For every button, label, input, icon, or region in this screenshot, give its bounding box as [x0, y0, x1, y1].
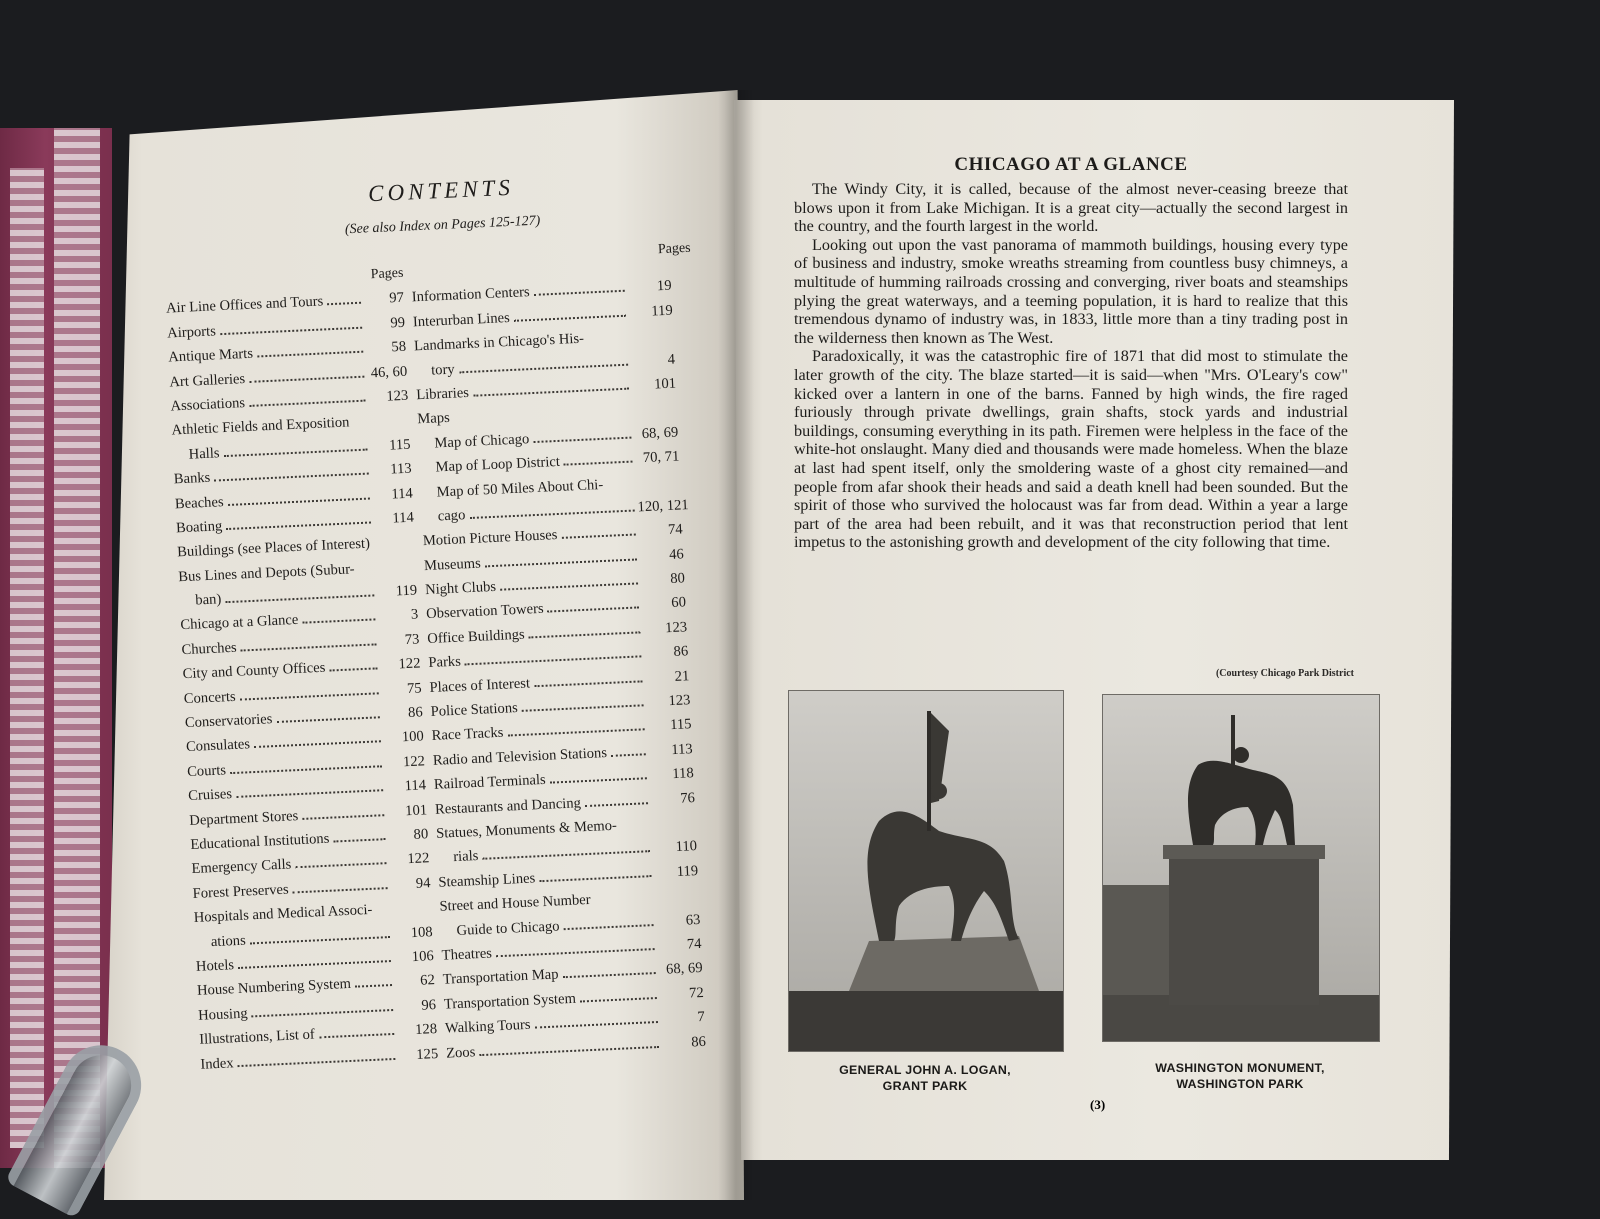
cover-building-image	[10, 168, 44, 1148]
dot-leader	[354, 426, 367, 427]
table-of-contents	[160, 155, 762, 1119]
washington-photo-caption: WASHINGTON MONUMENT, WASHINGTON PARK	[1155, 1061, 1325, 1091]
contents-entry-page: 46	[668, 546, 685, 563]
contents-entry-page: 62	[419, 972, 436, 990]
contents-entry-label: Motion Picture Houses	[422, 527, 558, 550]
dot-leader	[302, 814, 384, 820]
contents-entry-page: 128	[414, 1021, 438, 1039]
contents-entry-label: Transportation Map	[442, 966, 559, 989]
contents-entry-label: Statues, Monuments & Memo-	[435, 817, 618, 842]
contents-entry-label: Airports	[166, 323, 217, 342]
contents-entry-label: Transportation System	[443, 990, 577, 1013]
contents-entry-page: 119	[395, 582, 418, 600]
contents-entry-page: 46, 60	[370, 363, 408, 381]
contents-entry-page: 21	[674, 667, 690, 685]
contents-entry-label: Buildings (see Places of Interest)	[176, 535, 371, 561]
contents-entry-page: 86	[407, 704, 424, 722]
contents-entry-page: 108	[410, 923, 433, 941]
contents-entry-label: Office Buildings	[426, 626, 526, 647]
contents-entry-page: 100	[401, 728, 425, 746]
dot-leader	[295, 863, 386, 869]
contents-entry-page: 74	[686, 935, 702, 953]
contents-entry-label: Museums	[423, 555, 482, 574]
monument-silhouette	[1103, 695, 1379, 1041]
contents-entry-label: Educational Institutions	[190, 830, 330, 853]
contents-entry-page: 115	[669, 716, 692, 734]
contents-entry-page: 63	[685, 911, 701, 929]
contents-entry-page: 122	[398, 655, 421, 673]
contents-entry-page: 74	[667, 521, 684, 539]
contents-entry-page: 114	[391, 485, 414, 503]
dot-leader	[238, 1057, 396, 1066]
contents-entry-label: Observation Towers	[425, 601, 544, 623]
contents-entry-label: Housing	[197, 1005, 248, 1024]
dot-leader	[564, 461, 633, 466]
contents-entry-label: Restaurants and Dancing	[434, 794, 582, 818]
contents-entry-label: Maps	[417, 410, 451, 428]
contents-entry-label: Forest Preserves	[192, 881, 289, 902]
logan-statue-photo	[788, 690, 1064, 1052]
contents-entry-page: 120, 121	[637, 496, 689, 516]
dot-leader	[377, 913, 389, 914]
contents-entry-page: 80	[669, 570, 686, 588]
page-number: (3)	[1090, 1097, 1106, 1112]
contents-entry-label: Air Line Offices and Tours	[165, 293, 324, 317]
contents-entry-page: 70, 71	[642, 448, 680, 467]
logan-photo-caption: GENERAL JOHN A. LOGAN, GRANT PARK	[839, 1063, 1011, 1093]
dot-leader	[595, 901, 653, 904]
contents-entry-page: 114	[392, 509, 415, 527]
contents-entry-label: Department Stores	[188, 807, 299, 829]
contents-entry-page: 123	[386, 387, 409, 405]
contents-entry-label: Illustrations, List of	[198, 1026, 316, 1048]
contents-title: CONTENTS	[367, 174, 515, 207]
contents-entry-page: 123	[664, 619, 688, 637]
dot-leader	[359, 572, 374, 573]
contents-entry-page: 97	[388, 290, 405, 307]
dot-leader	[561, 534, 635, 539]
contents-entry-page: 86	[690, 1033, 707, 1050]
contents-entry-label: Guide to Chicago	[456, 917, 560, 939]
contents-entry-label: Theatres	[441, 945, 493, 964]
contents-entry-label: Hospitals and Medical Associ-	[193, 901, 373, 927]
contents-entry-label: Index	[200, 1054, 234, 1073]
pages-header-left: Pages	[370, 265, 404, 283]
contents-entry-page: 110	[675, 838, 698, 856]
contents-entry-label: Associations	[170, 395, 246, 415]
contents-entry-label: ations	[210, 932, 247, 950]
contents-entry-label: House Numbering System	[196, 976, 352, 1000]
dot-leader	[293, 887, 388, 893]
contents-entry-label: Walking Tours	[444, 1016, 531, 1037]
contents-entry-page: 68, 69	[641, 424, 679, 442]
statue-silhouette	[789, 691, 1063, 1051]
dot-leader	[327, 302, 361, 306]
contents-entry-page: 106	[411, 948, 435, 966]
dot-leader	[548, 607, 640, 613]
contents-entry-page: 123	[668, 692, 691, 710]
dot-leader	[479, 1045, 659, 1055]
article-paragraph: The Windy City, it is called, because of the almost never-ceasing breeze that blows upon it from Lake Michigan. It is a great city—actually the second largest in the country, and the fourth largest in the world.	[794, 180, 1348, 236]
dot-leader	[607, 487, 633, 488]
contents-entry-page: 114	[404, 777, 427, 795]
contents-entry-label: Interurban Lines	[412, 309, 511, 331]
contents-entry-page: 119	[650, 302, 674, 320]
contents-entry-label: Banks	[173, 469, 211, 488]
contents-entry-page: 4	[667, 351, 676, 368]
contents-entry-page: 118	[672, 765, 695, 783]
dot-leader	[580, 997, 657, 1002]
dot-leader	[534, 290, 625, 296]
contents-entry-label: Cruises	[187, 786, 233, 805]
washington-monument-photo	[1102, 694, 1380, 1042]
contents-entry-label: Halls	[188, 445, 220, 463]
contents-entry-label: Hotels	[195, 957, 235, 975]
contents-entry-label: Steamship Lines	[438, 870, 536, 891]
dot-leader	[302, 619, 375, 624]
contents-entry-label: Street and House Number	[439, 892, 591, 915]
contents-entry-label: rials	[452, 848, 479, 866]
contents-subtitle: (See also Index on Pages 125-127)	[344, 213, 541, 238]
contents-entry-label: Police Stations	[430, 700, 519, 721]
dot-leader	[621, 828, 649, 829]
contents-entry-label: Railroad Terminals	[433, 772, 547, 794]
contents-entry-page: 101	[653, 375, 677, 393]
cover-edge	[0, 128, 112, 1168]
contents-entry-page: 119	[676, 862, 699, 880]
dot-leader	[333, 838, 385, 842]
contents-entry-label: Map of Loop District	[435, 453, 561, 476]
contents-entry-page: 96	[421, 996, 437, 1014]
contents-entry-page: 94	[415, 874, 431, 892]
contents-entry-page: 19	[656, 278, 672, 295]
contents-entry-page: 101	[404, 801, 428, 819]
contents-column-left	[165, 282, 438, 1072]
dot-leader	[329, 668, 377, 672]
contents-entry-label: Chicago at a Glance	[180, 612, 299, 634]
contents-entry-label: Landmarks in Chicago's His-	[413, 330, 585, 355]
dot-leader	[319, 1033, 394, 1038]
contents-entry-page: 7	[697, 1008, 706, 1026]
contents-entry-label: Radio and Television Stations	[432, 744, 608, 769]
contents-entry-label: Map of Chicago	[434, 430, 530, 452]
contents-entry-page: 113	[389, 460, 412, 478]
contents-entry-page: 125	[415, 1045, 439, 1063]
contents-entry-label: Antique Marts	[167, 345, 254, 366]
contents-entry-label: Race Tracks	[431, 725, 504, 745]
contents-entry-label: Emergency Calls	[191, 856, 292, 878]
article-title: CHICAGO AT A GLANCE	[954, 154, 1188, 175]
contents-entry-label: Art Galleries	[169, 370, 246, 391]
contents-entry-page: 58	[391, 338, 407, 356]
article-paragraph: Looking out upon the vast panorama of mammoth buildings, housing every type of business and industry, smoke wreaths streaming from countless busy chimneys, a multitude of humming railroads crossing and converging, river boats and steamships plying the great waterways, and a teeming population, it is hard to realize that this tremendous dynamo of industry was, in 1833, little more than a tiny trading post in the wilderness then known as The West.	[794, 235, 1348, 347]
dot-leader	[585, 802, 648, 807]
dot-leader	[588, 341, 627, 343]
contents-entry-label: Athletic Fields and Exposition	[171, 414, 350, 439]
cover-building-image	[54, 128, 100, 1168]
contents-entry-label: Places of Interest	[429, 675, 531, 696]
contents-entry-label: Boating	[175, 518, 223, 537]
contents-entry-page: 73	[404, 631, 420, 648]
contents-entry-label: Bus Lines and Depots (Subur-	[177, 560, 355, 585]
contents-entry-page: 86	[673, 643, 689, 661]
contents-entry-page: 68, 69	[665, 960, 703, 978]
contents-entry-page: 60	[671, 594, 687, 612]
contents-entry-page: 80	[413, 826, 429, 843]
dot-leader	[550, 777, 647, 783]
contents-entry-label: Libraries	[415, 384, 470, 404]
dot-leader	[355, 984, 392, 988]
contents-entry-page: 122	[402, 753, 426, 771]
article-paragraph: Paradoxically, it was the catastrophic fire of 1871 that did most to stimulate the later growth of the city. The blaze started—it is said—when "Mrs. O'Leary's cow" kicked over a lantern in one of the barns. Fanned by high winds, the fire raged furiously through private dwellings, grain shafts, stock yards and industrial buildings, consuming everything in its path. Firemen were helpless in the face of the white-hot onslaught. Many died and thousands were made homeless. When the blaze at last had spent itself, only the smoldering waste of a ghost city remained—and people from afar shook their heads and said a death knell had been sounded. But the spirit of those who survived the holocaust was far from dead. Within a year a large part of the area had been rebuilt, and it was that reconstruction period that lent impetus to the astonishing growth and development of the city following that time.	[794, 347, 1348, 552]
dot-leader	[564, 924, 654, 930]
contents-entry-page: 3	[410, 606, 419, 624]
contents-entry-page: 113	[670, 740, 693, 758]
article	[794, 150, 1348, 552]
contents-entry-label: Concerts	[183, 688, 237, 707]
contents-column-right	[411, 270, 706, 1061]
contents-entry-page: 122	[407, 850, 430, 868]
contents-entry-label: tory	[430, 361, 456, 379]
contents-entry-label: Information Centers	[411, 284, 531, 306]
contents-entry-page: 72	[688, 984, 705, 1002]
contents-entry-label: Conservatories	[184, 711, 273, 732]
contents-entry-label: City and County Offices	[182, 659, 326, 683]
contents-entry-page: 115	[388, 436, 411, 454]
contents-entry-label: cago	[437, 507, 466, 525]
dot-leader	[533, 436, 631, 442]
pages-header-right: Pages	[657, 240, 691, 258]
contents-entry-page: 76	[679, 789, 696, 807]
contents-entry-label: Churches	[181, 639, 238, 659]
contents-entry-label: Beaches	[174, 493, 224, 512]
dot-leader	[611, 753, 646, 757]
contents-entry-label: Zoos	[445, 1043, 476, 1062]
contents-entry-label: ban)	[195, 591, 222, 609]
contents-entry-label: Parks	[428, 653, 462, 672]
contents-entry-label: Night Clubs	[424, 578, 497, 599]
contents-entry-label: Map of 50 Miles About Chi-	[436, 476, 604, 500]
contents-entry-label: Courts	[186, 762, 227, 780]
contents-entry-page: 75	[406, 680, 422, 697]
contents-entry-label: Consulates	[185, 736, 251, 756]
dot-leader	[563, 972, 656, 978]
contents-entry-page: 99	[390, 314, 406, 332]
photo-credit: (Courtesy Chicago Park District	[1215, 668, 1354, 679]
